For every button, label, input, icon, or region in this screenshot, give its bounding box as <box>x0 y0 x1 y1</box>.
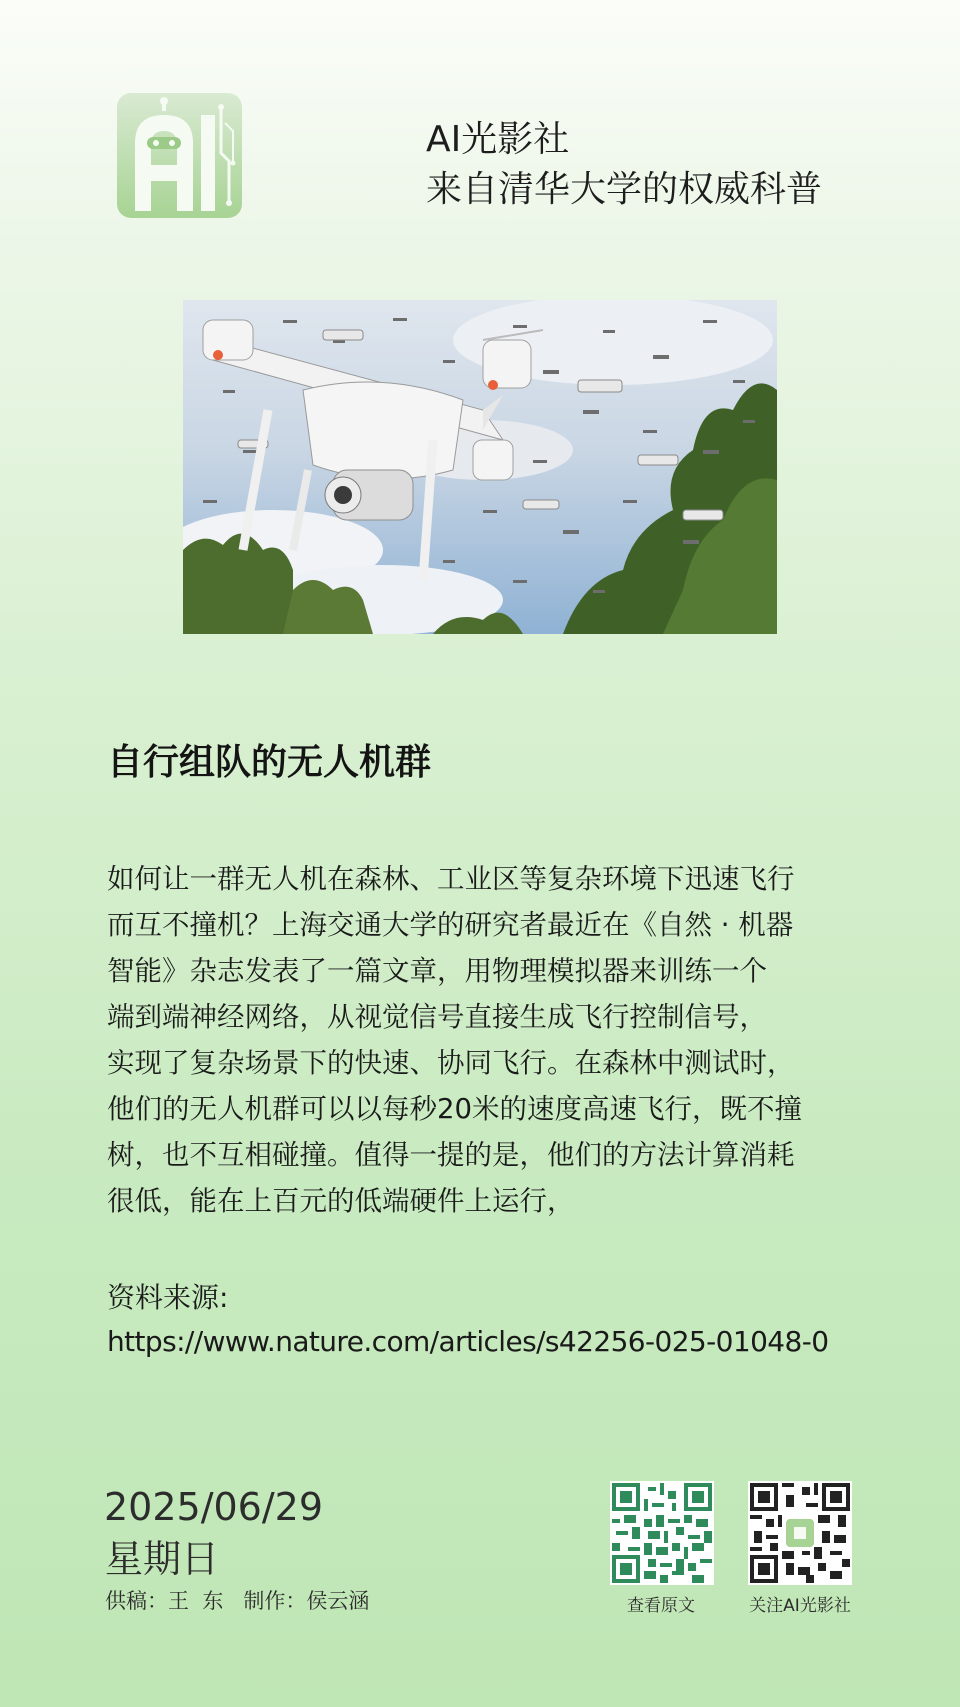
brand-logo <box>117 93 242 218</box>
hero-image <box>183 300 777 634</box>
article-body-line: 他们的无人机群可以以每秒20米的速度高速飞行，既不撞 <box>107 1093 802 1125</box>
article-body-line: 端到端神经网络，从视觉信号直接生成飞行控制信号， <box>107 1001 767 1033</box>
ai-robot-logo-icon <box>117 93 242 218</box>
view-original-label: 查看原文 <box>627 1596 695 1616</box>
article-body-line: 而互不撞机？上海交通大学的研究者最近在《自然 · 机器 <box>107 909 794 941</box>
source-label: 资料来源: <box>107 1281 229 1314</box>
view-original-qr-code[interactable] <box>610 1481 714 1585</box>
drone-swarm-photo-icon <box>183 300 777 634</box>
article-body-line: 很低，能在上百元的低端硬件上运行， <box>107 1185 575 1217</box>
credits: 供稿：王 东 制作：侯云涵 <box>105 1589 370 1613</box>
qr-code-icon <box>612 1483 712 1583</box>
article-body <box>107 856 847 1224</box>
article-body-line: 树，也不互相碰撞。值得一提的是，他们的方法计算消耗 <box>107 1139 795 1171</box>
article-body-line: 如何让一群无人机在森林、工业区等复杂环境下迅速飞行 <box>107 863 795 895</box>
article-body-line: 实现了复杂场景下的快速、协同飞行。在森林中测试时， <box>107 1047 795 1079</box>
brand-tagline: 来自清华大学的权威科普 <box>426 169 823 210</box>
article-title: 自行组队的无人机群 <box>107 741 432 783</box>
publish-weekday: 星期日 <box>105 1537 220 1581</box>
brand-name: AI光影社 <box>426 119 570 160</box>
follow-account-qr-code[interactable] <box>748 1481 852 1585</box>
publish-date: 2025/06/29 <box>104 1485 324 1529</box>
article-body-line: 智能》杂志发表了一篇文章，用物理模拟器来训练一个 <box>107 955 767 987</box>
follow-account-label: 关注AI光影社 <box>749 1596 851 1616</box>
source-link[interactable]: https://www.nature.com/articles/s42256-025-01048-0 <box>107 1325 829 1358</box>
qr-code-icon <box>750 1483 850 1583</box>
